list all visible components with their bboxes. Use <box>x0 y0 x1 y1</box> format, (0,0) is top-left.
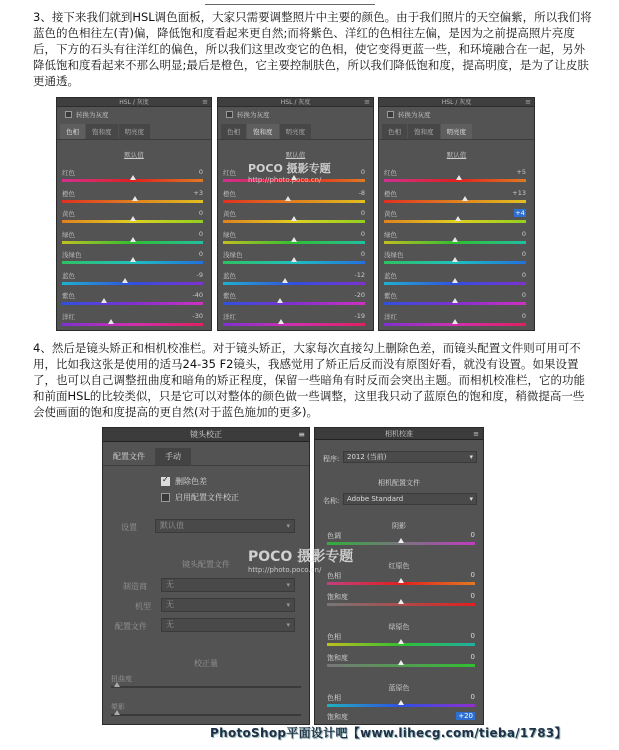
remove-ca-option[interactable] <box>161 476 207 487</box>
tab-hue[interactable]: 色相 <box>60 124 85 139</box>
hsl-slider-label: 绿色 <box>384 230 397 239</box>
shadow-tint-label: 色调 <box>327 532 341 540</box>
green-hue-value[interactable]: 0 <box>470 632 475 640</box>
hsl-slider-handle[interactable] <box>132 196 138 201</box>
green-sat-label: 饱和度 <box>327 654 348 662</box>
hsl-slider-row[interactable] <box>218 250 373 272</box>
panel-menu-icon[interactable]: ≡ <box>298 430 305 439</box>
shadow-tint-value[interactable]: 0 <box>470 531 475 539</box>
convert-grayscale-option[interactable] <box>57 107 211 119</box>
name-label: 名称: <box>323 497 340 505</box>
hsl-slider-label: 红色 <box>62 169 75 177</box>
hsl-slider-label: 红色 <box>384 169 397 177</box>
process-label: 程序: <box>323 455 340 463</box>
hsl-slider-handle[interactable] <box>130 257 136 262</box>
hsl-slider-track <box>223 200 365 203</box>
hsl-slider-row[interactable] <box>379 250 534 272</box>
hsl-slider-handle[interactable] <box>456 175 462 180</box>
hsl-slider-label: 浅绿色 <box>62 251 82 259</box>
hsl-slider-track <box>223 323 365 326</box>
hsl-slider-row[interactable] <box>218 189 373 211</box>
convert-grayscale-label: 转换为灰度 <box>76 111 109 119</box>
hsl-slider-label: 蓝色 <box>384 271 397 280</box>
process-select[interactable]: 2012 (当前) ▾ <box>343 451 477 463</box>
hsl-slider-value[interactable]: -40 <box>192 291 203 299</box>
green-hue-slider[interactable] <box>327 632 475 652</box>
hsl-slider-value[interactable]: +3 <box>193 188 203 197</box>
hsl-slider-label: 橙色 <box>384 189 397 198</box>
poco-watermark: POCO 摄影专题 http://photo.poco.cn/ <box>248 549 354 574</box>
hsl-slider-row[interactable] <box>379 168 534 190</box>
hsl-slider-handle[interactable] <box>291 237 297 242</box>
convert-grayscale-label: 转换为灰度 <box>237 111 270 119</box>
tab-hue[interactable]: 色相 <box>382 124 407 139</box>
red-hue-label: 色相 <box>327 572 341 580</box>
hsl-slider-label: 洋红 <box>223 312 236 321</box>
vignette-handle[interactable] <box>114 710 120 715</box>
poco-watermark: POCO 摄影专题 http://photo.poco.cn/ <box>248 162 331 184</box>
hsl-panel-saturation <box>217 97 374 331</box>
hsl-slider-handle[interactable] <box>130 175 136 180</box>
hsl-slider-handle[interactable] <box>108 319 114 324</box>
setting-select[interactable]: 默认值 ▾ <box>155 519 295 533</box>
hsl-slider-track <box>223 282 365 285</box>
hsl-slider-handle[interactable] <box>291 257 297 262</box>
distortion-handle[interactable] <box>114 682 120 687</box>
hsl-slider-value[interactable]: 0 <box>198 209 203 217</box>
hsl-slider-label: 绿色 <box>223 230 236 239</box>
distortion-track <box>111 686 301 688</box>
hsl-slider-handle[interactable] <box>101 298 107 303</box>
tab-manual[interactable]: 手动 <box>155 448 191 465</box>
red-hue-value[interactable]: 0 <box>470 571 475 579</box>
hsl-slider-label: 蓝色 <box>62 271 75 280</box>
red-sat-label: 饱和度 <box>327 593 348 601</box>
hsl-slider-value[interactable]: -8 <box>358 188 365 197</box>
hsl-tabs <box>379 124 534 140</box>
hsl-slider-handle[interactable] <box>452 298 458 303</box>
hsl-panel-header <box>57 98 211 107</box>
green-sat-value[interactable]: 0 <box>470 653 475 661</box>
tab-saturation[interactable]: 饱和度 <box>408 124 440 139</box>
hsl-slider-label: 紫色 <box>384 292 397 300</box>
red-primary-section: 红原色 <box>388 562 410 570</box>
remove-ca-checkbox[interactable] <box>161 477 170 486</box>
hsl-slider-value[interactable]: 0 <box>360 209 365 217</box>
hsl-slider-row[interactable] <box>379 230 534 252</box>
chevron-down-icon: ▾ <box>286 601 290 609</box>
hsl-slider-handle[interactable] <box>285 196 291 201</box>
hsl-slider-row[interactable] <box>218 209 373 231</box>
hsl-slider-row[interactable] <box>218 230 373 252</box>
tab-profile[interactable]: 配置文件 <box>113 452 145 461</box>
hsl-slider-track <box>62 323 203 326</box>
hsl-slider-label: 紫色 <box>223 292 236 300</box>
panel-menu-icon[interactable]: ≡ <box>202 98 208 106</box>
setting-label: 设置 <box>121 523 137 532</box>
profile-label: 配置文件 <box>115 622 147 631</box>
panel-menu-icon[interactable]: ≡ <box>525 98 531 106</box>
hsl-slider-row[interactable] <box>57 250 211 272</box>
green-hue-handle[interactable] <box>398 639 404 644</box>
step3-paragraph: 3、接下来我们就到HSL调色面板，大家只需要调整照片中主要的颜色。由于我们照片的天空偏紫，所以我们将蓝色的色相往左(青)偏，降低饱和度看起来更自然;而将紫色、洋红的色相往左偏，是因为之前提高照片亮度后，下方的石头有往洋红的偏色，所以我们这里改变它的色相，使它变得更蓝一些，和环境融合在一起，另外降低饱和度看起来不那么明显;最后是橙色，它主要控制肤色，所以我们降低饱和度，提高明度，是为了让皮肤更通透。 <box>33 10 592 88</box>
hsl-slider-handle[interactable] <box>130 216 136 221</box>
hsl-slider-value[interactable]: 0 <box>360 168 365 176</box>
hsl-slider-track <box>62 282 203 285</box>
hsl-slider-value[interactable]: 0 <box>360 229 365 238</box>
vignette-slider[interactable] <box>111 702 301 722</box>
tab-luminance[interactable]: 明亮度 <box>441 124 473 139</box>
red-sat-handle[interactable] <box>398 599 404 604</box>
hsl-slider-value[interactable]: 0 <box>198 229 203 238</box>
hsl-slider-label: 绿色 <box>62 230 75 239</box>
hsl-slider-handle[interactable] <box>455 216 461 221</box>
hsl-slider-value[interactable]: -20 <box>354 291 365 299</box>
hsl-panel-header <box>218 98 373 107</box>
hsl-slider-handle[interactable] <box>277 298 283 303</box>
shadows-section: 阴影 <box>392 522 406 530</box>
hsl-slider-row[interactable] <box>379 209 534 231</box>
hsl-slider-handle[interactable] <box>452 237 458 242</box>
hsl-slider-value[interactable]: +13 <box>512 188 526 197</box>
hsl-panel-hue <box>56 97 212 331</box>
hsl-slider-row[interactable] <box>57 209 211 231</box>
hsl-slider-value[interactable]: +5 <box>516 168 526 176</box>
hsl-slider-row[interactable] <box>57 271 211 293</box>
default-link[interactable]: 默认值 <box>285 151 306 159</box>
hsl-slider-label: 黄色 <box>62 210 75 218</box>
enable-profile-label: 启用配置文件校正 <box>175 493 239 502</box>
blue-hue-label: 色相 <box>327 694 341 702</box>
hsl-slider-track <box>384 179 526 182</box>
distortion-slider[interactable] <box>111 674 301 694</box>
footer-watermark: PhotoShop平面设计吧【www.lihecg.com/tieba/1783】 <box>210 726 567 740</box>
hsl-slider-value[interactable]: +4 <box>515 209 525 217</box>
hsl-slider-row[interactable] <box>57 312 211 332</box>
hsl-slider-row[interactable] <box>379 312 534 332</box>
hsl-slider-row[interactable] <box>379 291 534 313</box>
vignette-label: 晕影 <box>111 703 125 711</box>
hsl-slider-value[interactable]: -12 <box>354 270 365 279</box>
hsl-slider-handle[interactable] <box>122 278 128 283</box>
tab-hue[interactable]: 色相 <box>221 124 246 139</box>
hsl-slider-label: 洋红 <box>384 312 397 321</box>
blue-hue-value[interactable]: 0 <box>470 693 475 701</box>
red-sat-value[interactable]: 0 <box>470 592 475 600</box>
maker-label: 制造商 <box>123 582 147 591</box>
hsl-slider-value[interactable]: 0 <box>521 291 526 299</box>
tab-saturation[interactable]: 饱和度 <box>247 124 279 139</box>
blue-hue-handle[interactable] <box>398 700 404 705</box>
hsl-slider-handle[interactable] <box>130 237 136 242</box>
chevron-down-icon: ▾ <box>469 495 473 503</box>
chevron-down-icon: ▾ <box>286 522 290 530</box>
convert-grayscale-checkbox[interactable] <box>226 111 233 118</box>
step4-paragraph: 4、然后是镜头矫正和相机校准栏。对于镜头矫正，大家每次直接勾上删除色差，而镜头配置文件则可用可不用，比如我这张是使用的适马24-35 F2镜头，我感觉用了矫正后反而没有原图好看，就没有设置。如果设置了，也可以自己调整扭曲度和暗角的矫正程度，保留一些暗角有时反而会突出主题。而相机校准栏，它的功能和前面HSL的比较类似，只是它可以对整体的颜色做一些调整，这里我只动了蓝原色的饱和度，稍微提高一些会使画面的饱和度提高的更自然(对于蓝色施加的更多)。 <box>33 341 585 419</box>
amount-section: 校正量 <box>194 659 218 668</box>
hsl-slider-handle[interactable] <box>278 319 284 324</box>
red-hue-slider[interactable] <box>327 571 475 591</box>
hsl-slider-value[interactable]: -19 <box>354 311 365 320</box>
hsl-slider-value[interactable]: 0 <box>198 168 203 176</box>
blue-hue-slider[interactable] <box>327 693 475 713</box>
model-select[interactable]: 无 ▾ <box>161 598 295 612</box>
hsl-panel-title: HSL / 灰度 <box>441 99 472 106</box>
hsl-slider-handle[interactable] <box>462 196 468 201</box>
camera-panel-header <box>315 428 483 440</box>
hsl-panel-title: HSL / 灰度 <box>280 99 311 106</box>
hsl-slider-track <box>223 302 365 305</box>
lens-panel-header <box>103 428 309 442</box>
hsl-slider-label: 蓝色 <box>223 271 236 280</box>
panel-menu-icon[interactable]: ≡ <box>364 98 370 106</box>
hsl-slider-row[interactable] <box>57 291 211 313</box>
hsl-slider-value[interactable]: 0 <box>521 229 526 238</box>
blue-primary-section: 蓝原色 <box>388 684 410 692</box>
hsl-slider-track <box>384 200 526 203</box>
chevron-down-icon: ▾ <box>286 581 290 589</box>
hsl-slider-value[interactable]: 0 <box>521 250 526 258</box>
tab-saturation[interactable]: 饱和度 <box>86 124 118 139</box>
top-divider <box>205 4 375 5</box>
hsl-tabs <box>57 124 211 140</box>
convert-grayscale-checkbox[interactable] <box>387 111 394 118</box>
red-hue-handle[interactable] <box>398 578 404 583</box>
convert-grayscale-option[interactable] <box>379 107 534 119</box>
distortion-label: 扭曲度 <box>111 675 132 683</box>
green-sat-slider[interactable] <box>327 653 475 673</box>
convert-grayscale-checkbox[interactable] <box>65 111 72 118</box>
shadow-tint-handle[interactable] <box>398 538 404 543</box>
hsl-slider-label: 黄色 <box>223 210 236 218</box>
tab-luminance[interactable]: 明亮度 <box>119 124 151 139</box>
lens-tabs <box>103 448 309 466</box>
green-hue-label: 色相 <box>327 633 341 641</box>
hsl-slider-label: 橙色 <box>223 189 236 198</box>
hsl-slider-value[interactable]: 0 <box>198 250 203 258</box>
camera-profile-select[interactable]: Adobe Standard ▾ <box>343 493 477 505</box>
profile-select[interactable]: 无 ▾ <box>161 618 295 632</box>
enable-profile-checkbox[interactable] <box>161 493 170 502</box>
hsl-slider-value[interactable]: 0 <box>521 311 526 320</box>
remove-ca-label: 删除色差 <box>175 477 207 486</box>
blue-sat-value[interactable]: +20 <box>458 712 473 720</box>
chevron-down-icon: ▾ <box>286 621 290 629</box>
hsl-slider-value[interactable]: 0 <box>521 270 526 279</box>
hsl-slider-row[interactable] <box>57 189 211 211</box>
maker-select[interactable]: 无 ▾ <box>161 578 295 592</box>
hsl-slider-label: 浅绿色 <box>384 251 404 259</box>
lens-correction-panel <box>102 427 310 725</box>
hsl-slider-handle[interactable] <box>291 216 297 221</box>
hsl-slider-value[interactable]: -9 <box>196 270 203 279</box>
hsl-slider-track <box>62 302 203 305</box>
hsl-tabs <box>218 124 373 140</box>
hsl-slider-label: 紫色 <box>62 292 75 300</box>
blue-sat-label: 饱和度 <box>327 713 348 721</box>
hsl-slider-row[interactable] <box>218 291 373 313</box>
hsl-slider-row[interactable] <box>379 189 534 211</box>
hsl-slider-row[interactable] <box>218 312 373 332</box>
hsl-panel-luminance <box>378 97 535 331</box>
hsl-slider-label: 橙色 <box>62 189 75 198</box>
vignette-track <box>111 714 301 716</box>
convert-grayscale-option[interactable] <box>218 107 373 119</box>
default-link[interactable]: 默认值 <box>124 151 144 159</box>
default-link[interactable]: 默认值 <box>446 151 467 159</box>
hsl-slider-row[interactable] <box>57 230 211 252</box>
hsl-slider-handle[interactable] <box>282 278 288 283</box>
green-primary-section: 绿原色 <box>388 623 410 631</box>
red-sat-slider[interactable] <box>327 592 475 612</box>
hsl-slider-value[interactable]: 0 <box>360 250 365 258</box>
green-sat-handle[interactable] <box>398 660 404 665</box>
hsl-slider-label: 浅绿色 <box>223 251 243 259</box>
hsl-slider-handle[interactable] <box>452 278 458 283</box>
hsl-slider-handle[interactable] <box>452 319 458 324</box>
camera-profile-section: 相机配置文件 <box>378 479 420 487</box>
convert-grayscale-label: 转换为灰度 <box>398 111 431 119</box>
tab-luminance[interactable]: 明亮度 <box>280 124 312 139</box>
camera-calibration-panel <box>314 427 484 725</box>
hsl-slider-row[interactable] <box>218 271 373 293</box>
lens-panel-title: 镜头校正 <box>190 430 222 439</box>
model-label: 机型 <box>135 602 151 611</box>
hsl-slider-value[interactable]: -30 <box>192 311 203 320</box>
hsl-slider-label: 洋红 <box>62 312 75 321</box>
hsl-slider-row[interactable] <box>57 168 211 190</box>
chevron-down-icon: ▾ <box>469 453 473 461</box>
camera-panel-title: 相机校准 <box>385 430 413 438</box>
enable-profile-option[interactable] <box>161 492 239 503</box>
hsl-slider-row[interactable] <box>379 271 534 293</box>
hsl-slider-handle[interactable] <box>452 257 458 262</box>
lens-profile-section: 镜头配置文件 <box>182 560 230 569</box>
hsl-slider-label: 红色 <box>223 169 236 177</box>
panel-menu-icon[interactable]: ≡ <box>473 430 479 438</box>
hsl-panel-title: HSL / 灰度 <box>119 99 149 106</box>
hsl-slider-label: 黄色 <box>384 210 397 218</box>
hsl-panel-header <box>379 98 534 107</box>
